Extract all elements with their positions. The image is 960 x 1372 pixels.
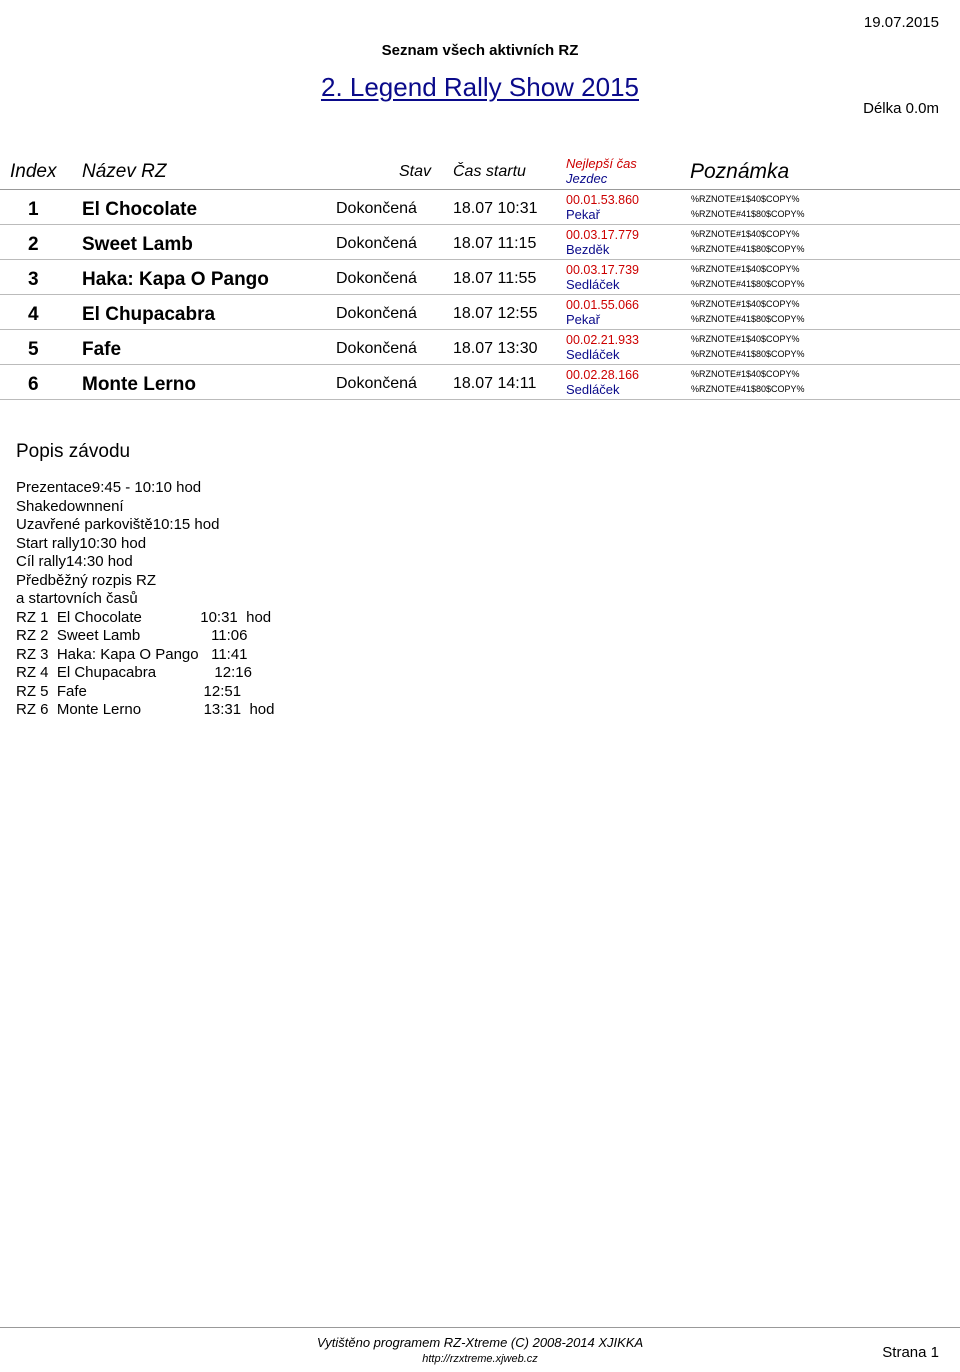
stage-name: El Chupacabra [82,304,216,325]
note-line-1: %RZNOTE#1$40$COPY% [691,369,800,379]
note-line-2: %RZNOTE#41$80$COPY% [691,279,805,289]
column-header-driver: Jezdec [566,171,608,186]
note-line-2: %RZNOTE#41$80$COPY% [691,349,805,359]
stage-start: 18.07 14:11 [453,375,537,392]
column-header-state: Stav [399,163,432,180]
length-label: Délka 0.0m [863,100,939,117]
description-line: Start rally10:30 hod [16,534,147,552]
stage-name: Monte Lerno [82,374,196,395]
note-line-2: %RZNOTE#41$80$COPY% [691,384,805,394]
table-row [0,190,960,225]
description-line: RZ 3 Haka: Kapa O Pango 11:41 [16,645,248,663]
page-subtitle: Seznam všech aktivních RZ [381,42,579,59]
column-header-start: Čas startu [453,163,526,180]
stage-state: Dokončená [336,235,417,252]
stage-start: 18.07 13:30 [453,340,538,357]
footer-divider [0,1327,960,1328]
note-line-2: %RZNOTE#41$80$COPY% [691,314,805,324]
stage-state: Dokončená [336,200,417,217]
page-title: 2. Legend Rally Show 2015 [320,72,639,102]
description-line: RZ 5 Fafe 12:51 [16,682,242,700]
table-row [0,365,960,400]
driver-name: Sedláček [566,382,620,397]
description-line: RZ 1 El Chocolate 10:31 hod [16,608,272,626]
stage-index: 4 [28,304,39,325]
table-row [0,330,960,365]
column-header-index: Index [10,161,57,182]
note-line-2: %RZNOTE#41$80$COPY% [691,244,805,254]
stage-name: Fafe [82,339,122,360]
note-line-1: %RZNOTE#1$40$COPY% [691,299,800,309]
driver-name: Bezděk [566,242,610,257]
description-body [16,479,274,720]
stage-name: Haka: Kapa O Pango [82,269,269,290]
driver-name: Sedláček [566,347,620,362]
stage-state: Dokončená [336,340,417,357]
best-time: 00.03.17.739 [566,263,639,277]
row-divider [0,399,960,400]
description-line: RZ 2 Sweet Lamb 11:06 [16,627,248,644]
page-number: Strana 1 [882,1344,939,1361]
note-line-1: %RZNOTE#1$40$COPY% [691,229,800,239]
best-time: 00.02.28.166 [566,368,639,382]
stage-name: Sweet Lamb [82,234,193,255]
table-row [0,225,960,260]
description-line: Uzavřené parkoviště10:15 hod [16,516,220,533]
best-time: 00.02.21.933 [566,333,639,347]
driver-name: Pekař [566,207,600,222]
stage-index: 2 [28,234,39,255]
best-time: 00.01.53.860 [566,193,639,207]
best-time: 00.01.55.066 [566,298,639,312]
column-header-best-time: Nejlepší čas [566,156,637,171]
stage-state: Dokončená [336,305,417,322]
stage-name: El Chocolate [82,199,198,220]
description-line: Shakedownnení [16,497,124,515]
table-row [0,260,960,295]
stage-start: 18.07 11:55 [453,270,537,287]
footer-url[interactable]: http://rzxtreme.xjweb.cz [422,1353,538,1365]
stage-start: 18.07 10:31 [453,200,538,217]
stage-index: 5 [28,339,39,360]
table-row [0,295,960,330]
stage-index: 6 [28,374,39,395]
driver-name: Sedláček [566,277,620,292]
stage-state: Dokončená [336,270,417,287]
description-line: RZ 6 Monte Lerno 13:31 hod [16,701,275,718]
note-line-1: %RZNOTE#1$40$COPY% [691,334,800,344]
stage-start: 18.07 12:55 [453,305,538,322]
stage-index: 1 [28,199,39,220]
print-date: 19.07.2015 [863,14,939,31]
footer-printed-by: Vytištěno programem RZ-Xtreme (C) 2008-2014 XJIKKA [316,1335,644,1350]
description-heading: Popis závodu [16,441,131,462]
description-line: Předběžný rozpis RZ [16,571,157,589]
description-line: Cíl rally14:30 hod [16,553,133,570]
driver-name: Pekař [566,312,600,327]
description-line: a startovních časů [16,590,138,607]
stage-start: 18.07 11:15 [453,235,537,252]
best-time: 00.03.17.779 [566,228,639,242]
note-line-1: %RZNOTE#1$40$COPY% [691,194,800,204]
description-line: RZ 4 El Chupacabra 12:16 [16,664,252,681]
column-header-note: Poznámka [690,160,790,183]
description-line: Prezentace9:45 - 10:10 hod [16,479,202,496]
column-header-name: Název RZ [82,161,167,182]
note-line-1: %RZNOTE#1$40$COPY% [691,264,800,274]
stage-index: 3 [28,269,39,290]
stage-state: Dokončená [336,375,417,392]
note-line-2: %RZNOTE#41$80$COPY% [691,209,805,219]
